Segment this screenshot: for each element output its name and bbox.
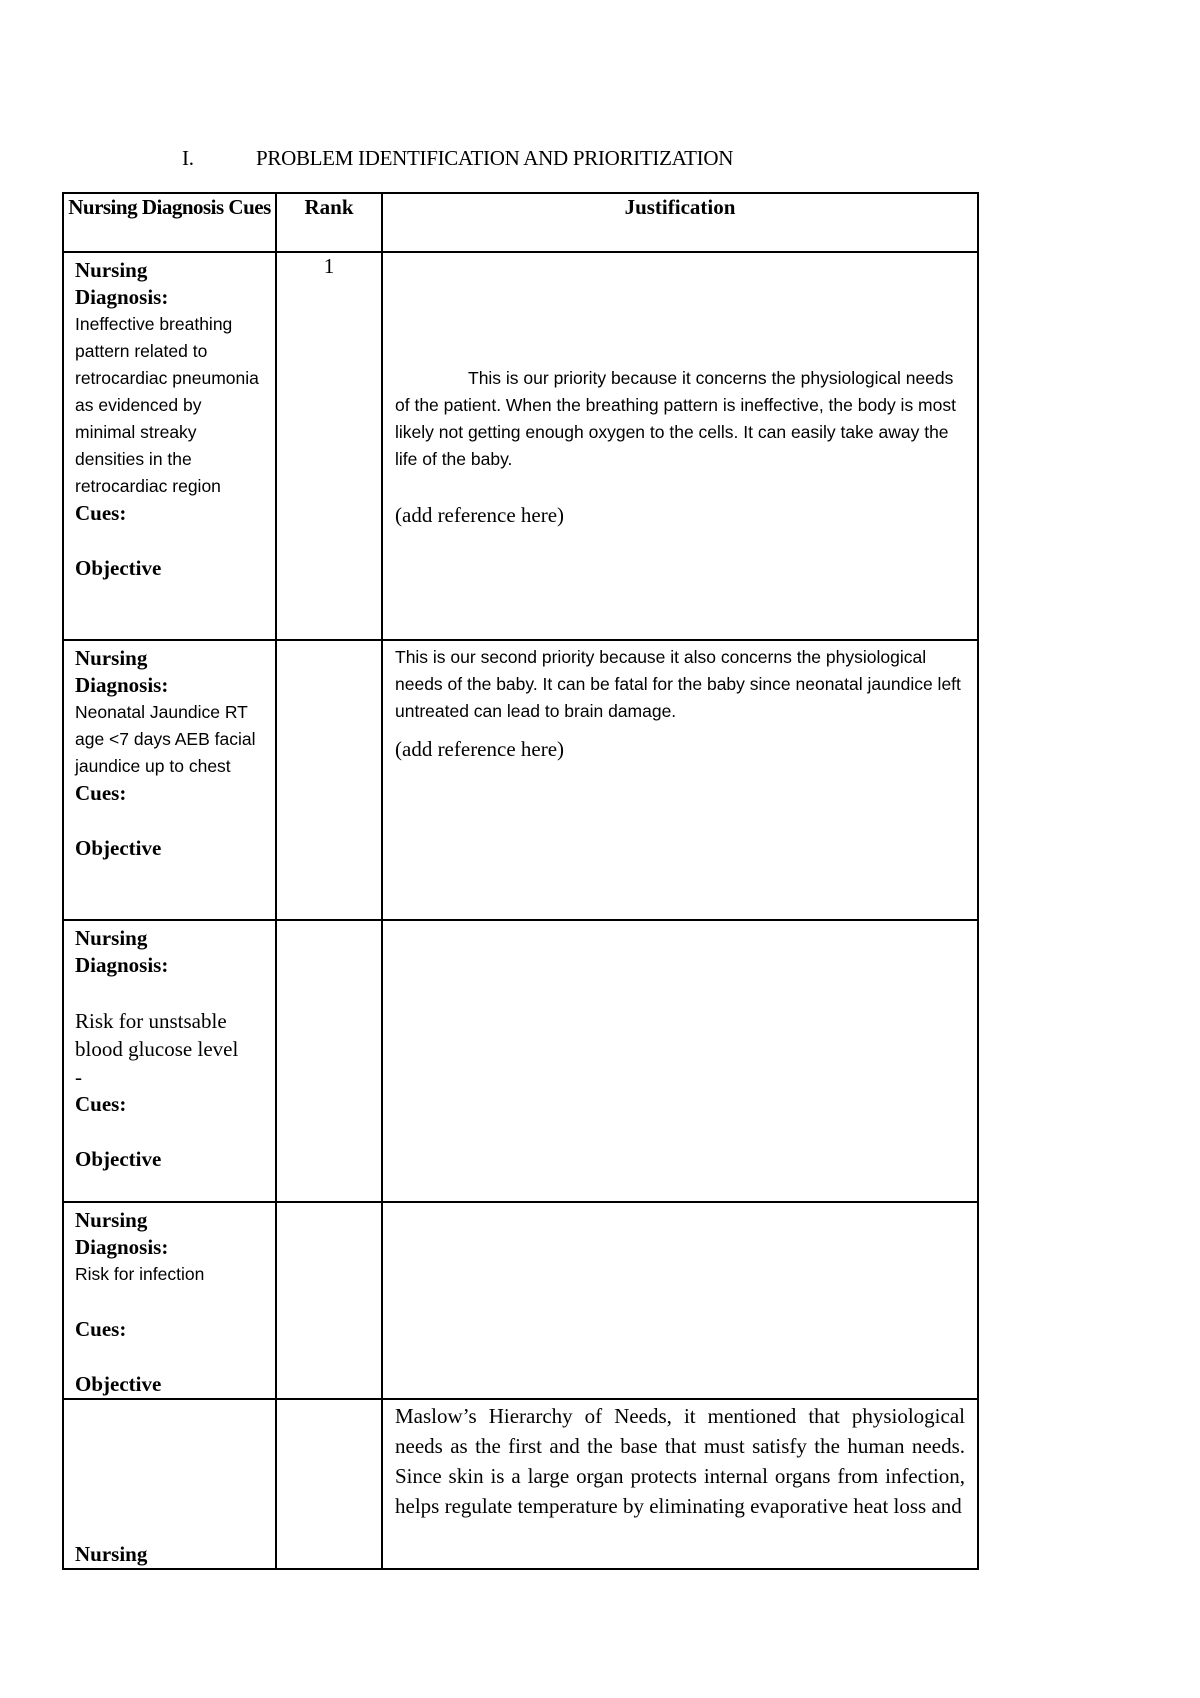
nursing-label: Nursing [75,258,148,282]
diagnosis-label: Diagnosis: [75,673,169,697]
cues-label: Cues: [75,781,127,805]
diagnosis-cell [63,1399,276,1569]
rank-cell [276,1399,382,1569]
table-row [63,1202,978,1399]
diagnosis-label: Diagnosis: [75,285,169,309]
cues-label: Cues: [75,1092,127,1116]
nursing-label: Nursing [75,926,148,950]
header-rank: Rank [276,193,382,252]
diagnosis-label: Diagnosis: [75,953,169,977]
objective-label: Objective [75,1147,162,1171]
diagnosis-text: Risk for unstsable blood glucose level [75,1009,239,1061]
justification-cell [382,640,978,920]
objective-label: Objective [75,836,162,860]
diagnosis-label: Diagnosis: [75,1235,169,1259]
justification-cell [382,920,978,1202]
reference-placeholder: (add reference here) [395,737,565,761]
diagnosis-dash: - [75,1065,82,1089]
table-row [63,640,978,920]
justification-cell [382,1202,978,1399]
justification-text: Maslow’s Hierarchy of Needs, it mentioned that physiological needs as the first and the base that must satisfy the human needs. Since skin is a large organ protects internal organs from infection, helps regulate temperature by eliminating evaporative heat loss and [395,1404,965,1518]
nursing-label: Nursing [75,1208,148,1232]
diagnosis-text: Ineffective breathing pattern related to retrocardiac pneumonia as evidenced by minimal streaky densities in the retrocardiac region [75,314,259,496]
justification-text: This is our second priority because it also concerns the physiological needs of the baby. It can be fatal for the baby since neonatal jaundice left untreated can lead to brain damage. [395,647,961,721]
rank-cell [276,1202,382,1399]
rank-cell: 1 [276,252,382,640]
header-justification: Justification [382,193,978,252]
justification-cell [382,1399,978,1569]
rank-cell [276,640,382,920]
objective-label: Objective [75,1372,162,1396]
diagnosis-text: Risk for infection [75,1264,205,1284]
section-heading [182,146,733,171]
diagnosis-cell [63,640,276,920]
diagnosis-cell [63,252,276,640]
section-number: I. [182,146,194,170]
reference-placeholder: (add reference here) [395,503,565,527]
header-nursing-diagnosis-cues: Nursing Diagnosis Cues [63,193,276,252]
table-header-row [63,193,978,252]
table-row [63,1399,978,1569]
table-row [63,920,978,1202]
cues-label: Cues: [75,501,127,525]
diagnosis-cell [63,920,276,1202]
table-row [63,252,978,640]
diagnosis-cell [63,1202,276,1399]
objective-label: Objective [75,556,162,580]
cues-label: Cues: [75,1317,127,1341]
rank-cell [276,920,382,1202]
diagnosis-text: Neonatal Jaundice RT age <7 days AEB facial jaundice up to chest [75,702,256,776]
justification-cell [382,252,978,640]
section-title: PROBLEM IDENTIFICATION AND PRIORITIZATION [256,146,734,170]
nursing-label: Nursing [75,1542,148,1566]
prioritization-table [62,192,979,1570]
justification-text: This is our priority because it concerns the physiological needs of the patient. When the breathing pattern is ineffective, the body is most likely not getting enough oxygen to the cells. It can easily take away the life of the baby. [395,368,956,469]
nursing-label: Nursing [75,646,148,670]
